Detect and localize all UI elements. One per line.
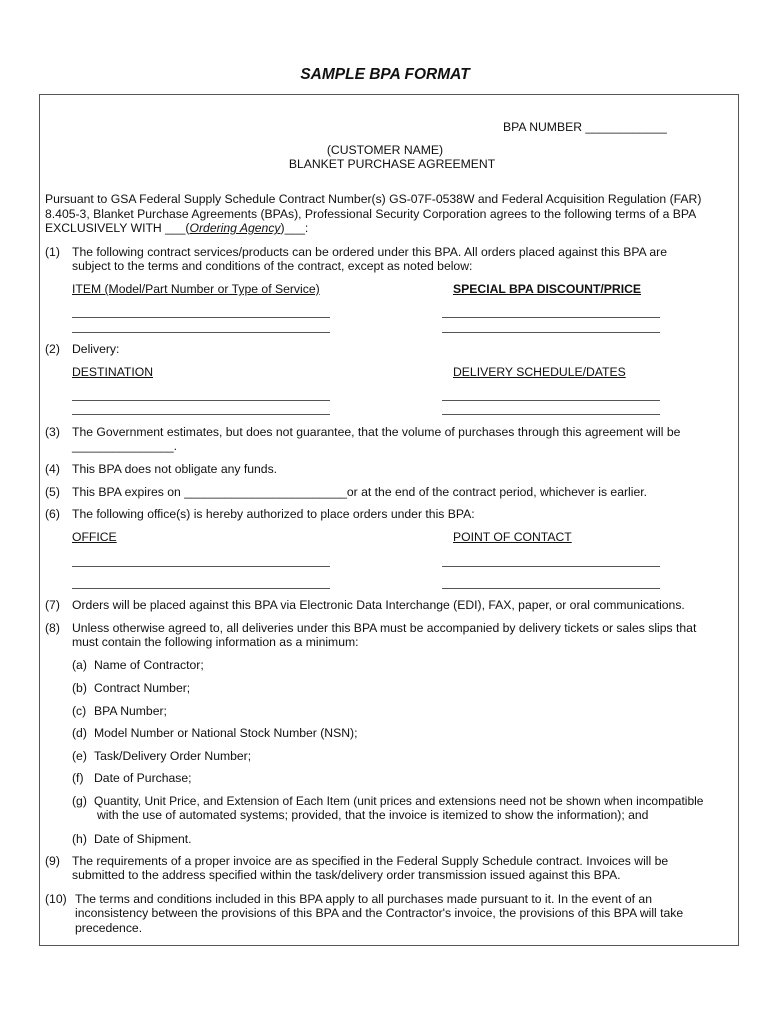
fill-line[interactable]	[72, 332, 330, 333]
subitem-text: Contract Number;	[94, 681, 191, 695]
item-text: subject to the terms and conditions of the contract, except as noted below:	[72, 259, 473, 273]
fill-line[interactable]	[442, 317, 660, 318]
item-column-header: ITEM (Model/Part Number or Type of Service)	[72, 282, 320, 296]
fill-line[interactable]	[442, 332, 660, 333]
subitem-text: Quantity, Unit Price, and Extension of Each Item (unit prices and extensions need not be shown when incompatible	[94, 794, 704, 808]
fill-line[interactable]	[442, 414, 660, 415]
subitem-text: with the use of automated systems; provided, that the invoice is itemized to show the information); and	[97, 808, 649, 822]
item-text: Delivery:	[72, 342, 120, 356]
item-text: submitted to the address specified within the task/delivery order transmission issued against this BPA.	[72, 868, 621, 882]
item-number: (1)	[45, 245, 60, 259]
intro-line-2: 8.405-3, Blanket Purchase Agreements (BPAs), Professional Security Corporation agrees to the following terms of a BPA	[45, 207, 697, 221]
intro-line-3: EXCLUSIVELY WITH ___(Ordering Agency)___:	[45, 221, 309, 235]
ordering-agency: Ordering Agency	[189, 221, 281, 235]
item-text: This BPA expires on ________________________or at the end of the contract period, whichever is earlier.	[72, 485, 648, 499]
intro-line-1: Pursuant to GSA Federal Supply Schedule Contract Number(s) GS-07F-0538W and Federal Acquisition Regulation (FAR)	[45, 192, 702, 206]
fill-line[interactable]	[72, 566, 330, 567]
poc-column-header: POINT OF CONTACT	[453, 530, 572, 544]
subitem-letter: (g)	[72, 794, 87, 808]
subitem-letter: (f)	[72, 771, 84, 785]
subitem-letter: (d)	[72, 726, 87, 740]
agreement-title: BLANKET PURCHASE AGREEMENT	[288, 157, 496, 171]
subitem-text: BPA Number;	[94, 704, 167, 718]
office-column-header: OFFICE	[72, 530, 117, 544]
discount-column-header: SPECIAL BPA DISCOUNT/PRICE	[453, 282, 642, 296]
customer-name: (CUSTOMER NAME)	[326, 143, 444, 157]
fill-line[interactable]	[72, 414, 330, 415]
subitem-letter: (b)	[72, 681, 87, 695]
fill-line[interactable]	[72, 400, 330, 401]
item-number: (4)	[45, 462, 60, 476]
item-text: Orders will be placed against this BPA via Electronic Data Interchange (EDI), FAX, paper, or oral communications.	[72, 598, 685, 612]
subitem-text: Date of Purchase;	[94, 771, 192, 785]
item-number: (6)	[45, 507, 60, 521]
subitem-letter: (c)	[72, 704, 87, 718]
item-number: (2)	[45, 342, 60, 356]
item-number: (3)	[45, 425, 60, 439]
page-title: SAMPLE BPA FORMAT	[300, 66, 470, 83]
item-number: (10)	[45, 892, 67, 906]
item-text: _______________.	[72, 439, 178, 453]
subitem-letter: (h)	[72, 832, 87, 846]
schedule-column-header: DELIVERY SCHEDULE/DATES	[453, 365, 626, 379]
fill-line[interactable]	[72, 588, 330, 589]
item-number: (9)	[45, 854, 60, 868]
fill-line[interactable]	[442, 566, 660, 567]
subitem-letter: (e)	[72, 749, 87, 763]
destination-column-header: DESTINATION	[72, 365, 154, 379]
item-number: (5)	[45, 485, 60, 499]
item-text: The Government estimates, but does not guarantee, that the volume of purchases through this agreement will be	[72, 425, 681, 439]
subitem-letter: (a)	[72, 658, 87, 672]
fill-line[interactable]	[72, 317, 330, 318]
item-text: The following office(s) is hereby authorized to place orders under this BPA:	[72, 507, 475, 521]
item-text: precedence.	[75, 921, 143, 935]
item-text: The terms and conditions included in this BPA apply to all purchases made pursuant to it. In the event of an	[75, 892, 652, 906]
item-number: (8)	[45, 621, 60, 635]
fill-line[interactable]	[442, 400, 660, 401]
item-number: (7)	[45, 598, 60, 612]
subitem-text: Date of Shipment.	[94, 832, 192, 846]
item-text: The requirements of a proper invoice are as specified in the Federal Supply Schedule contract. Invoices will be	[72, 854, 669, 868]
item-text: This BPA does not obligate any funds.	[72, 462, 278, 476]
bpa-number-label: BPA NUMBER ____________	[503, 120, 667, 134]
subitem-text: Model Number or National Stock Number (NSN);	[94, 726, 358, 740]
subitem-text: Name of Contractor;	[94, 658, 204, 672]
item-text: The following contract services/products can be ordered under this BPA. All orders placed against this BPA are	[72, 245, 668, 259]
item-text: Unless otherwise agreed to, all deliveries under this BPA must be accompanied by delivery tickets or sales slips that	[72, 621, 697, 635]
item-text: must contain the following information as a minimum:	[72, 635, 359, 649]
item-text: inconsistency between the provisions of this BPA and the Contractor's invoice, the provisions of this BPA will take	[75, 906, 684, 920]
subitem-text: Task/Delivery Order Number;	[94, 749, 252, 763]
fill-line[interactable]	[442, 588, 660, 589]
